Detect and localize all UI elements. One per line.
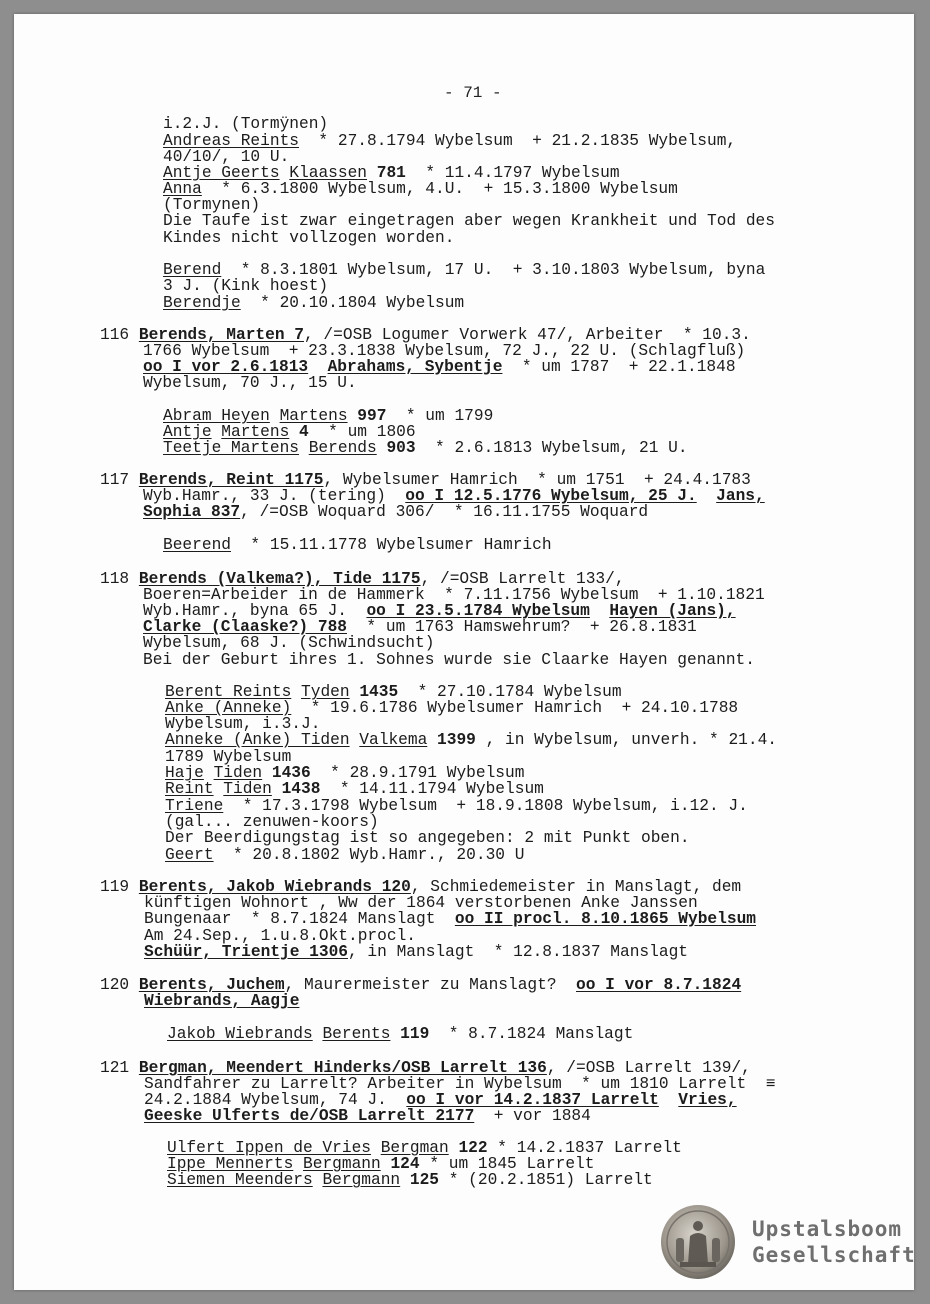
entry-ref: 124	[390, 1155, 420, 1173]
page-number: - 71 -	[444, 84, 502, 102]
text-segment: 3 J. (Kink hoest)	[163, 277, 329, 295]
text-segment: * 27.10.1784 Wybelsum	[398, 683, 622, 701]
text-line	[143, 652, 755, 668]
text-segment	[313, 1171, 323, 1189]
text-segment: * 20.10.1804 Wybelsum	[240, 294, 465, 312]
text-line	[167, 1172, 653, 1188]
text-segment: 121	[100, 1059, 139, 1077]
entry-ref: 122	[458, 1139, 488, 1157]
text-line	[163, 213, 775, 229]
text-segment: * 27.8.1794 Wybelsum + 21.2.1835 Wybelsum,	[299, 132, 737, 150]
text-segment: , in Wybelsum, unverh. * 21.4.	[475, 731, 778, 749]
text-line	[144, 895, 698, 911]
text-segment: * 17.3.1798 Wybelsum + 18.9.1808 Wybelsum, i.12. J.	[223, 797, 748, 815]
entry-heading: Schüür, Trientje 1306	[144, 943, 348, 961]
person-name: Martens	[221, 423, 290, 441]
text-segment: 118	[100, 570, 139, 588]
text-segment: * um 1799	[386, 407, 494, 425]
text-segment: Der Beerdigungstag ist so angegeben: 2 mit Punkt oben.	[165, 829, 690, 847]
text-line	[163, 197, 260, 213]
text-segment: Sandfahrer zu Larrelt? Arbeiter in Wybelsum * um 1810 Larrelt ≡	[144, 1075, 776, 1093]
person-name: Ulfert Ippen de Vries	[167, 1139, 371, 1157]
person-name: Martens	[279, 407, 348, 425]
text-line	[100, 327, 751, 343]
entry-heading: Sophia 837	[143, 503, 241, 521]
entry-heading: Berents, Juchem	[138, 976, 285, 994]
text-line	[144, 1076, 775, 1092]
text-line	[144, 944, 688, 960]
text-line	[165, 798, 748, 814]
person-name: Reint	[165, 780, 214, 798]
person-name: Berents	[322, 1025, 391, 1043]
text-line	[163, 262, 765, 278]
entry-ref: 1435	[359, 683, 399, 701]
entry-ref: 997	[357, 407, 387, 425]
text-line	[100, 879, 741, 895]
person-name: Berent Reints	[165, 683, 292, 701]
text-line	[165, 716, 320, 732]
entry-ref: 1399	[437, 731, 476, 749]
person-name: Bergmann	[322, 1171, 401, 1189]
text-segment	[659, 1091, 678, 1109]
text-line	[163, 537, 552, 553]
seal-icon	[660, 1204, 736, 1280]
text-segment: 24.2.1884 Wybelsum, 74 J.	[144, 1091, 407, 1109]
entry-heading: Abrahams, Sybentje	[327, 358, 503, 376]
text-segment	[377, 439, 387, 457]
text-segment: , /=OSB Woquard 306/ * 16.11.1755 Woquard	[240, 503, 649, 521]
person-name: Bergman	[380, 1139, 449, 1157]
society-logo	[752, 1216, 916, 1268]
text-segment: * um 1787 + 22.1.1848	[502, 358, 736, 376]
entry-heading: Vries,	[678, 1091, 737, 1109]
entry-ref: 4	[299, 423, 309, 441]
text-segment: Wybelsum, 70 J., 15 U.	[143, 374, 357, 392]
text-segment: Am 24.Sep., 1.u.8.Okt.procl.	[144, 927, 416, 945]
text-segment	[299, 439, 309, 457]
text-segment: , /=OSB Larrelt 133/,	[420, 570, 625, 588]
person-name: Antje Geerts	[163, 164, 280, 182]
text-line	[144, 1092, 737, 1108]
entry-ref: 903	[386, 439, 416, 457]
text-segment: Wyb.Hamr., 33 J. (tering)	[143, 487, 406, 505]
entry-heading: Berents, Jakob Wiebrands 120	[138, 878, 411, 896]
text-segment: 119	[100, 878, 139, 896]
text-line	[143, 488, 765, 504]
document-page	[14, 14, 914, 1290]
entry-ref: 781	[376, 164, 406, 182]
text-segment: * 28.9.1791 Wybelsum	[310, 764, 525, 782]
text-segment: 116	[100, 326, 139, 344]
text-segment: , Maurermeister zu Manslagt?	[284, 976, 577, 994]
entry-heading: Jans,	[716, 487, 765, 505]
text-line	[163, 440, 688, 456]
text-line	[143, 375, 357, 391]
person-name: Berend	[163, 261, 222, 279]
text-line	[165, 732, 777, 748]
text-line	[163, 424, 416, 440]
text-segment	[214, 780, 224, 798]
text-segment: Wybelsum, i.3.J.	[165, 715, 321, 733]
text-segment: Boeren=Arbeider in de Hammerk * 7.11.1756 Wybelsum + 1.10.1821	[143, 586, 765, 604]
text-segment: , /=OSB Larrelt 139/,	[546, 1059, 751, 1077]
person-name: Beerend	[163, 536, 231, 554]
text-line	[144, 1108, 591, 1124]
text-segment: Wybelsum, 68 J. (Schwindsucht)	[143, 634, 435, 652]
text-segment: , /=OSB Logumer Vorwerk 47/, Arbeiter * 10.3.	[304, 326, 751, 344]
text-line	[167, 1140, 682, 1156]
text-segment: * um 1845 Larrelt	[419, 1155, 595, 1173]
entry-heading: Berends (Valkema?), Tide 1175	[138, 570, 421, 588]
entry-heading: Hayen (Jans),	[609, 602, 736, 620]
text-line	[100, 977, 741, 993]
text-line	[165, 781, 544, 797]
text-segment: 40/10/, 10 U.	[163, 148, 290, 166]
person-name: Geert	[165, 846, 214, 864]
text-segment: * (20.2.1851) Larrelt	[439, 1171, 653, 1189]
text-line	[144, 911, 756, 927]
text-line	[100, 472, 751, 488]
text-segment: , Wybelsumer Hamrich * um 1751 + 24.4.1783	[323, 471, 751, 489]
text-segment: * 6.3.1800 Wybelsum, 4.U. + 15.3.1800 Wybelsum	[201, 180, 678, 198]
text-line	[143, 359, 736, 375]
text-line	[163, 295, 464, 311]
entry-heading: Geeske Ulferts de/OSB Larrelt 2177	[144, 1107, 475, 1125]
entry-heading: Berends, Marten 7	[138, 326, 304, 344]
person-name: Teetje Martens	[163, 439, 299, 457]
text-line	[143, 587, 765, 603]
person-name: Tyden	[301, 683, 350, 701]
entry-ref: 119	[400, 1025, 430, 1043]
text-line	[165, 847, 524, 863]
text-line	[165, 814, 379, 830]
text-line	[165, 684, 622, 700]
entry-heading: Clarke (Claaske?) 788	[143, 618, 347, 636]
text-segment: * 20.8.1802 Wyb.Hamr., 20.30 U	[213, 846, 525, 864]
person-name: Tiden	[213, 764, 263, 782]
text-segment: * 14.2.1837 Larrelt	[487, 1139, 682, 1157]
text-segment: 120	[100, 976, 139, 994]
entry-ref: 125	[409, 1171, 440, 1189]
entry-ref: 1436	[271, 764, 311, 782]
text-line	[163, 230, 454, 246]
text-segment: künftigen Wohnort , Ww der 1864 verstorbenen Anke Janssen	[144, 894, 698, 912]
text-segment: Bei der Geburt ihres 1. Sohnes wurde sie Claarke Hayen genannt.	[143, 651, 755, 669]
text-line	[163, 116, 328, 132]
entry-heading: oo II procl. 8.10.1865 Wybelsum	[454, 910, 756, 928]
text-line	[163, 133, 736, 149]
person-name: Andreas Reints	[163, 132, 299, 150]
text-line	[167, 1156, 594, 1172]
text-line	[143, 619, 697, 635]
text-segment: (gal... zenuwen-koors)	[165, 813, 379, 831]
person-name: Jakob Wiebrands	[167, 1025, 313, 1043]
person-name: Ippe Mennerts	[167, 1155, 294, 1173]
text-line	[163, 278, 328, 294]
text-line	[143, 504, 648, 520]
text-segment: Bungenaar * 8.7.1824 Manslagt	[144, 910, 455, 928]
text-segment: * um 1763 Hamswehrum? + 26.8.1831	[347, 618, 697, 636]
text-segment: i.2.J. (Tormÿnen)	[163, 115, 329, 133]
text-line	[100, 1060, 751, 1076]
person-name: Tiden	[223, 780, 272, 798]
person-name: Antje	[163, 423, 212, 441]
text-line	[167, 1026, 633, 1042]
text-segment: * 2.6.1813 Wybelsum, 21 U.	[415, 439, 688, 457]
entry-heading: oo I vor 8.7.1824	[576, 976, 742, 994]
text-line	[100, 571, 625, 587]
person-name: Abram Heyen	[163, 407, 270, 425]
text-segment: 117	[100, 471, 139, 489]
entry-heading: oo I 23.5.1784 Wybelsum	[366, 602, 590, 620]
person-name: Anke (Anneke)	[165, 699, 292, 717]
person-name: Berendje	[163, 294, 241, 312]
text-line	[163, 408, 493, 424]
text-segment	[272, 780, 282, 798]
text-line	[165, 749, 291, 765]
text-segment: * 8.7.1824 Manslagt	[429, 1025, 634, 1043]
entry-ref: 1438	[281, 780, 321, 798]
text-line	[163, 149, 289, 165]
text-segment: Wyb.Hamr., byna 65 J.	[143, 602, 367, 620]
text-segment: 1766 Wybelsum + 23.3.1838 Wybelsum, 72 J., 22 U. (Schlagfluß)	[143, 342, 746, 360]
text-segment: * 11.4.1797 Wybelsum	[405, 164, 620, 182]
text-segment: * 19.6.1786 Wybelsumer Hamrich + 24.10.1788	[291, 699, 739, 717]
person-name: Klaassen	[289, 164, 368, 182]
text-segment: Die Taufe ist zwar eingetragen aber wegen Krankheit und Tod des	[163, 212, 775, 230]
text-line	[143, 635, 434, 651]
entry-heading: oo I vor 14.2.1837 Larrelt	[406, 1091, 659, 1109]
entry-heading: oo I vor 2.6.1813	[143, 358, 309, 376]
text-segment	[400, 1171, 410, 1189]
text-segment: , Schmiedemeister in Manslagt, dem	[410, 878, 742, 896]
entry-heading: Berends, Reint 1175	[138, 471, 324, 489]
text-segment: + vor 1884	[474, 1107, 591, 1125]
text-segment	[697, 487, 716, 505]
text-line	[144, 993, 299, 1009]
text-segment	[350, 731, 360, 749]
logo-line-2: Gesellschaft	[752, 1243, 916, 1267]
text-segment: * 15.11.1778 Wybelsumer Hamrich	[231, 536, 552, 554]
text-segment: (Tormynen)	[163, 196, 261, 214]
text-segment: , in Manslagt * 12.8.1837 Manslagt	[348, 943, 688, 961]
text-segment	[390, 1025, 400, 1043]
text-line	[165, 765, 524, 781]
text-line	[163, 181, 678, 197]
text-segment	[313, 1025, 323, 1043]
person-name: Bergmann	[303, 1155, 381, 1173]
person-name: Anneke (Anke) Tiden	[165, 731, 350, 749]
text-line	[143, 603, 736, 619]
text-line	[144, 928, 416, 944]
logo-line-1: Upstalsboom	[752, 1217, 903, 1241]
person-name: Anna	[163, 180, 202, 198]
text-line	[165, 700, 738, 716]
person-name: Valkema	[359, 731, 428, 749]
person-name: Haje	[165, 764, 204, 782]
entry-heading: oo I 12.5.1776 Wybelsum, 25 J.	[405, 487, 697, 505]
text-segment: 1789 Wybelsum	[165, 748, 292, 766]
person-name: Berends	[308, 439, 377, 457]
entry-heading: Wiebrands, Aagje	[144, 992, 300, 1010]
text-segment: * 8.3.1801 Wybelsum, 17 U. + 3.10.1803 Wybelsum, byna	[221, 261, 766, 279]
text-line	[163, 165, 620, 181]
text-segment: * 14.11.1794 Wybelsum	[320, 780, 544, 798]
text-line	[143, 343, 745, 359]
text-segment: Kindes nicht vollzogen worden.	[163, 229, 455, 247]
text-segment	[427, 731, 437, 749]
text-segment: * um 1806	[308, 423, 416, 441]
entry-heading: Bergman, Meendert Hinderks/OSB Larrelt 136	[138, 1059, 547, 1077]
person-name: Triene	[165, 797, 224, 815]
text-line	[165, 830, 690, 846]
person-name: Siemen Meenders	[167, 1171, 313, 1189]
